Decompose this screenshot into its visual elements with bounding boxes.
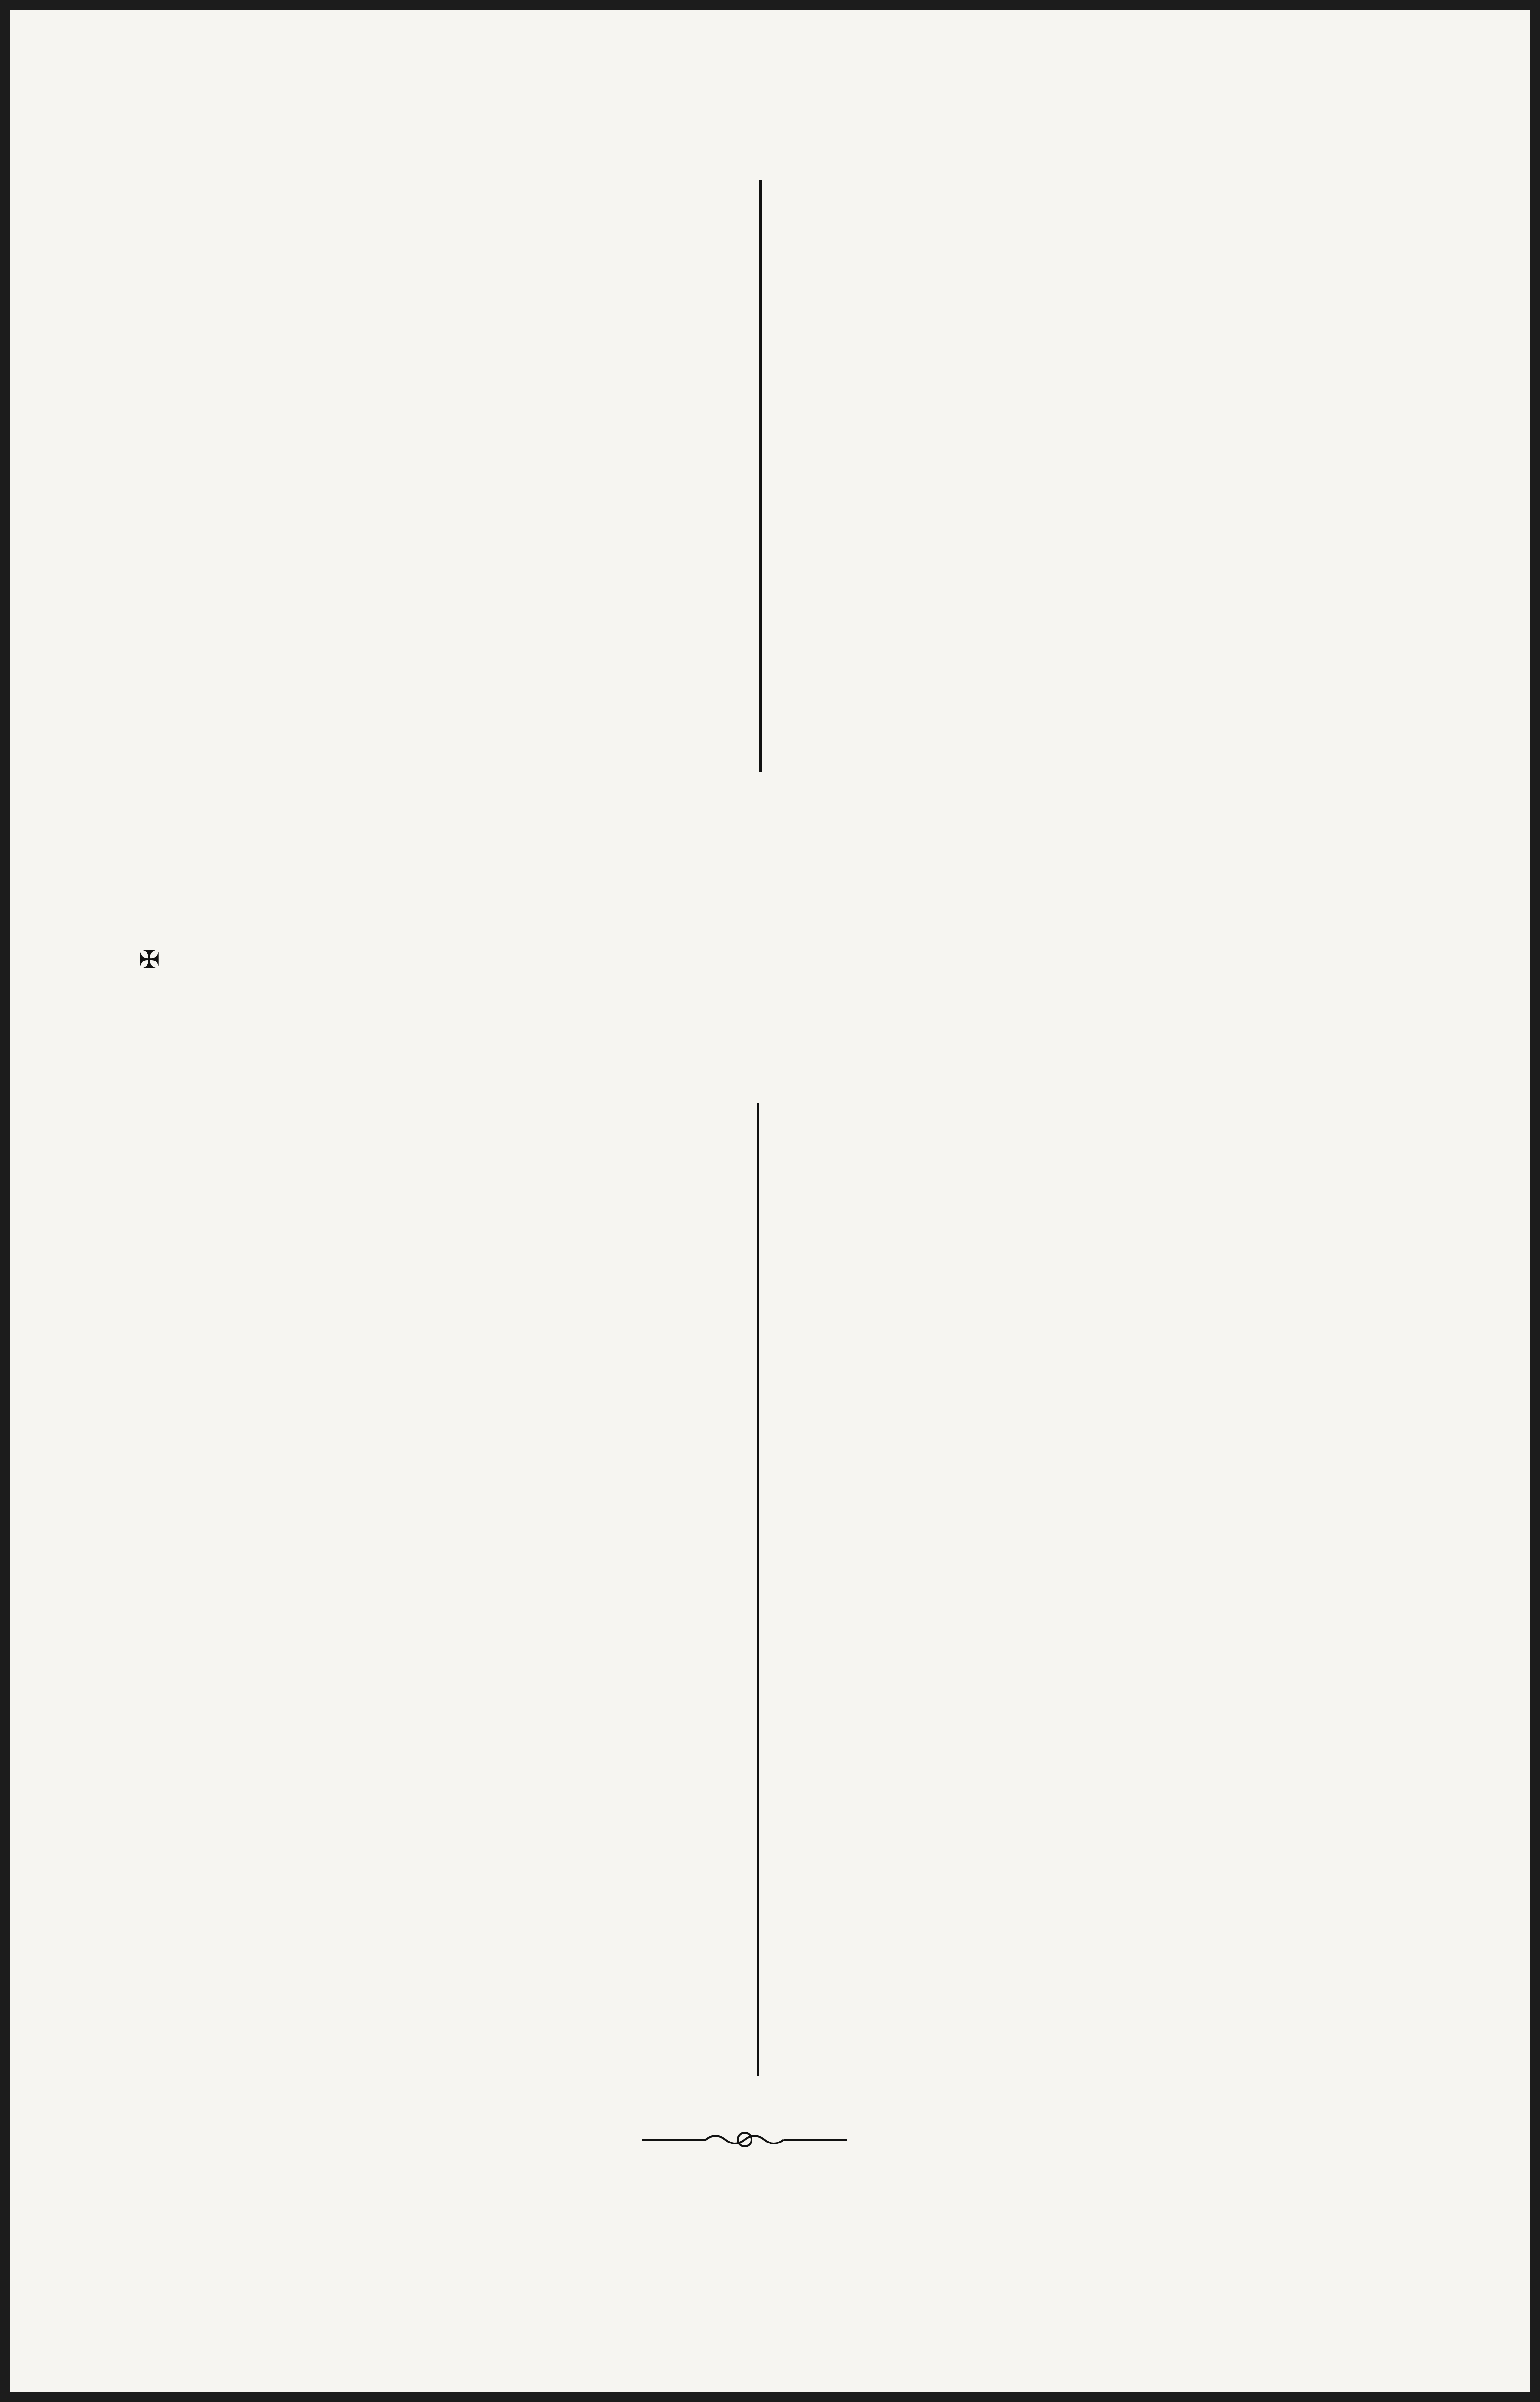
column-divider-top bbox=[759, 180, 762, 772]
page bbox=[10, 10, 1530, 2392]
cross-icon: ✠ bbox=[139, 945, 160, 975]
entry-hye bbox=[134, 944, 165, 976]
column-divider-kadetten bbox=[757, 1103, 759, 2076]
ornament-icon bbox=[642, 2130, 847, 2149]
